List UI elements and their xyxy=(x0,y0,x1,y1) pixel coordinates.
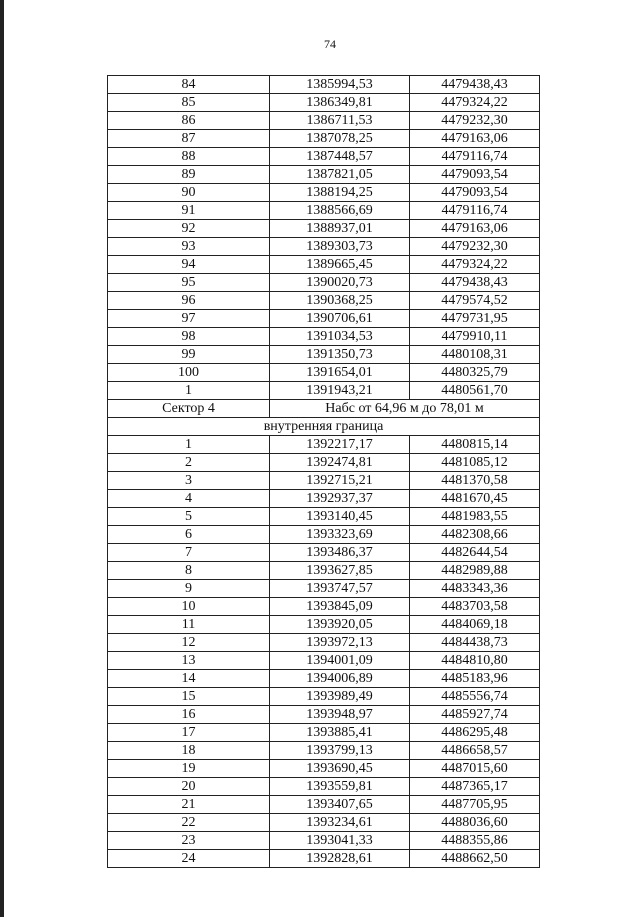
table-body-part2 xyxy=(108,436,540,868)
coordinate-x: 1386349,81 xyxy=(270,94,410,112)
coordinate-y: 4479731,95 xyxy=(410,310,540,328)
coordinate-x: 1393989,49 xyxy=(270,688,410,706)
point-number: 15 xyxy=(108,688,270,706)
coordinate-x: 1393972,13 xyxy=(270,634,410,652)
coordinate-x: 1393920,05 xyxy=(270,616,410,634)
coordinate-x: 1393041,33 xyxy=(270,832,410,850)
table-row xyxy=(108,346,540,364)
coordinate-x: 1391034,53 xyxy=(270,328,410,346)
page-number: 74 xyxy=(324,37,336,51)
table-row xyxy=(108,490,540,508)
coordinate-x: 1391350,73 xyxy=(270,346,410,364)
table-row xyxy=(108,76,540,94)
table-row xyxy=(108,184,540,202)
coordinate-y: 4479093,54 xyxy=(410,184,540,202)
table-row xyxy=(108,616,540,634)
point-number: 16 xyxy=(108,706,270,724)
coordinate-y: 4485927,74 xyxy=(410,706,540,724)
point-number: 86 xyxy=(108,112,270,130)
coordinate-x: 1386711,53 xyxy=(270,112,410,130)
coordinate-x: 1392937,37 xyxy=(270,490,410,508)
point-number: 93 xyxy=(108,238,270,256)
coordinate-y: 4479324,22 xyxy=(410,94,540,112)
point-number: 4 xyxy=(108,490,270,508)
point-number: 99 xyxy=(108,346,270,364)
coordinates-table xyxy=(107,75,540,868)
coordinate-y: 4479116,74 xyxy=(410,148,540,166)
table-row xyxy=(108,832,540,850)
coordinate-x: 1390368,25 xyxy=(270,292,410,310)
point-number: 7 xyxy=(108,544,270,562)
table-row xyxy=(108,328,540,346)
point-number: 9 xyxy=(108,580,270,598)
coordinate-x: 1392828,61 xyxy=(270,850,410,868)
sector-label: Сектор 4 xyxy=(108,400,270,418)
table-row xyxy=(108,220,540,238)
coordinate-x: 1394006,89 xyxy=(270,670,410,688)
coordinate-x: 1389303,73 xyxy=(270,238,410,256)
coordinate-y: 4482989,88 xyxy=(410,562,540,580)
coordinate-x: 1387821,05 xyxy=(270,166,410,184)
coordinate-x: 1391943,21 xyxy=(270,382,410,400)
table-row xyxy=(108,364,540,382)
point-number: 90 xyxy=(108,184,270,202)
table-row xyxy=(108,580,540,598)
point-number: 23 xyxy=(108,832,270,850)
coordinate-y: 4484438,73 xyxy=(410,634,540,652)
coordinate-y: 4479574,52 xyxy=(410,292,540,310)
coordinate-y: 4481983,55 xyxy=(410,508,540,526)
table-row xyxy=(108,472,540,490)
coordinate-x: 1393140,45 xyxy=(270,508,410,526)
point-number: 5 xyxy=(108,508,270,526)
coordinate-x: 1393799,13 xyxy=(270,742,410,760)
coordinate-y: 4483343,36 xyxy=(410,580,540,598)
coordinate-x: 1393885,41 xyxy=(270,724,410,742)
table-row xyxy=(108,202,540,220)
table-row xyxy=(108,814,540,832)
point-number: 98 xyxy=(108,328,270,346)
coordinate-x: 1390706,61 xyxy=(270,310,410,328)
table-row xyxy=(108,112,540,130)
boundary-row xyxy=(108,418,540,436)
point-number: 10 xyxy=(108,598,270,616)
page-edge xyxy=(0,0,4,917)
coordinate-y: 4484069,18 xyxy=(410,616,540,634)
coordinate-y: 4488662,50 xyxy=(410,850,540,868)
table-row xyxy=(108,634,540,652)
point-number: 21 xyxy=(108,796,270,814)
table-row xyxy=(108,508,540,526)
table-row xyxy=(108,274,540,292)
point-number: 1 xyxy=(108,436,270,454)
coordinate-y: 4485183,96 xyxy=(410,670,540,688)
coordinate-y: 4479232,30 xyxy=(410,238,540,256)
coordinate-x: 1388937,01 xyxy=(270,220,410,238)
coordinate-x: 1392715,21 xyxy=(270,472,410,490)
table-row xyxy=(108,238,540,256)
point-number: 13 xyxy=(108,652,270,670)
coordinate-y: 4481670,45 xyxy=(410,490,540,508)
coordinate-y: 4485556,74 xyxy=(410,688,540,706)
point-number: 94 xyxy=(108,256,270,274)
coordinate-y: 4480108,31 xyxy=(410,346,540,364)
coordinate-y: 4486295,48 xyxy=(410,724,540,742)
coordinate-x: 1393690,45 xyxy=(270,760,410,778)
coordinate-y: 4480561,70 xyxy=(410,382,540,400)
table-row xyxy=(108,454,540,472)
table-row xyxy=(108,148,540,166)
coordinate-x: 1387448,57 xyxy=(270,148,410,166)
table-row xyxy=(108,670,540,688)
coordinate-x: 1394001,09 xyxy=(270,652,410,670)
coordinate-x: 1385994,53 xyxy=(270,76,410,94)
coordinate-x: 1393559,81 xyxy=(270,778,410,796)
table-row xyxy=(108,526,540,544)
coordinate-y: 4479232,30 xyxy=(410,112,540,130)
table-row xyxy=(108,688,540,706)
table-row xyxy=(108,778,540,796)
coordinate-x: 1388194,25 xyxy=(270,184,410,202)
coordinate-x: 1392474,81 xyxy=(270,454,410,472)
coordinate-y: 4487705,95 xyxy=(410,796,540,814)
sector-range: Набс от 64,96 м до 78,01 м xyxy=(270,400,540,418)
table-row xyxy=(108,706,540,724)
point-number: 24 xyxy=(108,850,270,868)
table-row xyxy=(108,742,540,760)
point-number: 95 xyxy=(108,274,270,292)
coordinate-y: 4487015,60 xyxy=(410,760,540,778)
table-row xyxy=(108,130,540,148)
point-number: 1 xyxy=(108,382,270,400)
coordinate-x: 1391654,01 xyxy=(270,364,410,382)
coordinate-y: 4479163,06 xyxy=(410,220,540,238)
coordinate-y: 4483703,58 xyxy=(410,598,540,616)
coordinate-y: 4479163,06 xyxy=(410,130,540,148)
coordinate-x: 1393747,57 xyxy=(270,580,410,598)
table-row xyxy=(108,850,540,868)
point-number: 84 xyxy=(108,76,270,94)
boundary-label: внутренняя граница xyxy=(108,418,540,436)
coordinate-x: 1393323,69 xyxy=(270,526,410,544)
point-number: 19 xyxy=(108,760,270,778)
coordinate-y: 4487365,17 xyxy=(410,778,540,796)
table-row xyxy=(108,382,540,400)
coordinate-y: 4479116,74 xyxy=(410,202,540,220)
coordinate-y: 4479324,22 xyxy=(410,256,540,274)
point-number: 89 xyxy=(108,166,270,184)
table-row xyxy=(108,724,540,742)
coordinate-x: 1393234,61 xyxy=(270,814,410,832)
table-row xyxy=(108,598,540,616)
table-row xyxy=(108,436,540,454)
table-row xyxy=(108,166,540,184)
point-number: 97 xyxy=(108,310,270,328)
coordinate-y: 4481085,12 xyxy=(410,454,540,472)
coordinate-y: 4480325,79 xyxy=(410,364,540,382)
table-row xyxy=(108,544,540,562)
point-number: 20 xyxy=(108,778,270,796)
coordinate-x: 1393948,97 xyxy=(270,706,410,724)
point-number: 2 xyxy=(108,454,270,472)
coordinate-y: 4488036,60 xyxy=(410,814,540,832)
coordinate-y: 4482644,54 xyxy=(410,544,540,562)
coordinate-y: 4479910,11 xyxy=(410,328,540,346)
coordinate-y: 4481370,58 xyxy=(410,472,540,490)
table-row xyxy=(108,292,540,310)
coordinate-y: 4488355,86 xyxy=(410,832,540,850)
point-number: 96 xyxy=(108,292,270,310)
point-number: 3 xyxy=(108,472,270,490)
coordinate-x: 1389665,45 xyxy=(270,256,410,274)
point-number: 92 xyxy=(108,220,270,238)
sector-row xyxy=(108,400,540,418)
table-row xyxy=(108,94,540,112)
coordinate-x: 1393845,09 xyxy=(270,598,410,616)
point-number: 11 xyxy=(108,616,270,634)
point-number: 91 xyxy=(108,202,270,220)
table-row xyxy=(108,562,540,580)
table-row xyxy=(108,796,540,814)
coordinate-x: 1390020,73 xyxy=(270,274,410,292)
coordinate-x: 1392217,17 xyxy=(270,436,410,454)
coordinate-x: 1387078,25 xyxy=(270,130,410,148)
point-number: 8 xyxy=(108,562,270,580)
coordinate-y: 4482308,66 xyxy=(410,526,540,544)
point-number: 17 xyxy=(108,724,270,742)
point-number: 14 xyxy=(108,670,270,688)
coordinate-y: 4479438,43 xyxy=(410,274,540,292)
coordinate-y: 4484810,80 xyxy=(410,652,540,670)
coordinate-y: 4479093,54 xyxy=(410,166,540,184)
point-number: 22 xyxy=(108,814,270,832)
coordinate-x: 1393486,37 xyxy=(270,544,410,562)
table-row xyxy=(108,652,540,670)
point-number: 100 xyxy=(108,364,270,382)
coordinate-x: 1393407,65 xyxy=(270,796,410,814)
table-row xyxy=(108,256,540,274)
point-number: 85 xyxy=(108,94,270,112)
coordinate-y: 4480815,14 xyxy=(410,436,540,454)
point-number: 6 xyxy=(108,526,270,544)
table-body-part1 xyxy=(108,76,540,400)
point-number: 88 xyxy=(108,148,270,166)
table-row xyxy=(108,760,540,778)
sector-header xyxy=(108,400,540,436)
coordinate-y: 4486658,57 xyxy=(410,742,540,760)
coordinate-y: 4479438,43 xyxy=(410,76,540,94)
point-number: 12 xyxy=(108,634,270,652)
coordinate-x: 1393627,85 xyxy=(270,562,410,580)
point-number: 18 xyxy=(108,742,270,760)
coordinate-x: 1388566,69 xyxy=(270,202,410,220)
table-row xyxy=(108,310,540,328)
point-number: 87 xyxy=(108,130,270,148)
